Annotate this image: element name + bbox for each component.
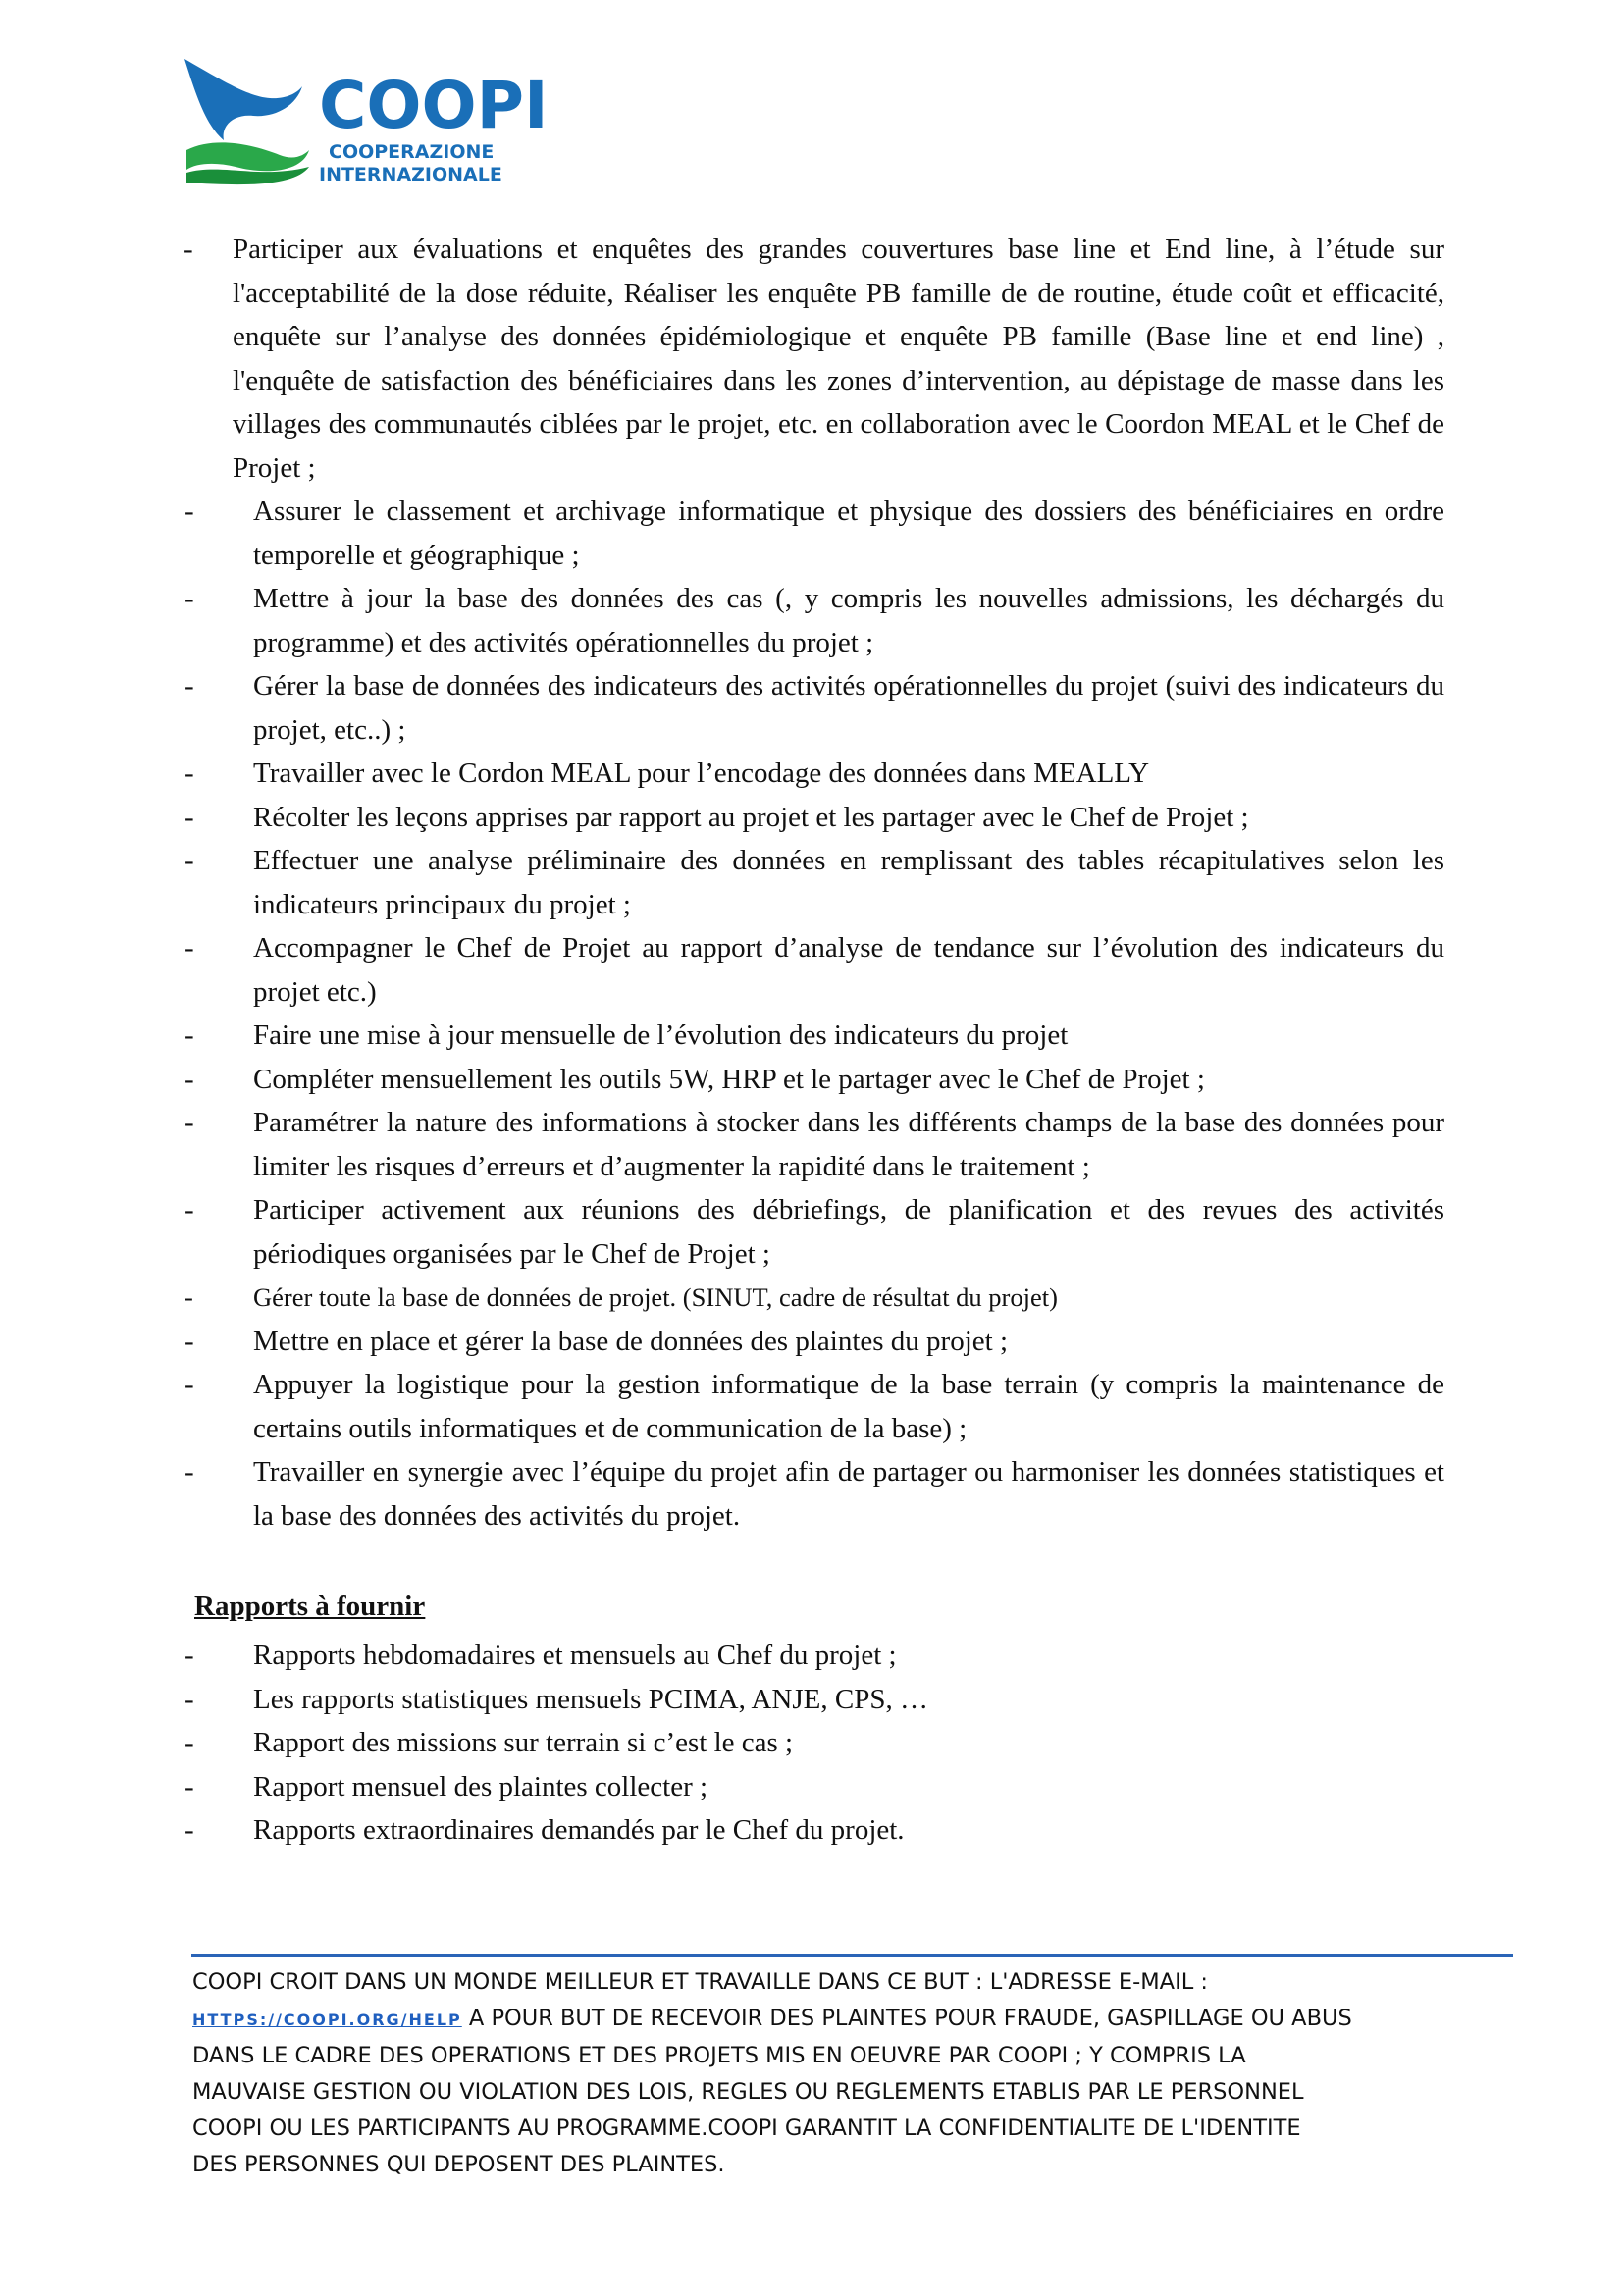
footer-notice	[192, 1964, 1448, 2183]
logo-line2: INTERNAZIONALE	[319, 164, 502, 185]
footer-line: MAUVAISE GESTION OU VIOLATION DES LOIS, REGLES OU REGLEMENTS ETABLIS PAR LE PERSONNEL	[192, 2079, 1304, 2105]
logo-bird-icon	[184, 59, 302, 140]
footer-line: DES PERSONNES QUI DEPOSENT DES PLAINTES.	[192, 2152, 725, 2177]
list-item: - Rapports hebdomadaires et mensuels au Chef du projet ;	[184, 1640, 897, 1671]
list-item: - Appuyer la logistique pour la gestion informatique de la base terrain (y compris la maintenance de certains outils informatiques et de communication de la base) ;	[184, 1369, 1444, 1444]
footer-line: HTTPS://COOPI.ORG/HELP A POUR BUT DE RECEVOIR DES PLAINTES POUR FRAUDE, GASPILLAGE OU ABUS	[192, 2006, 1352, 2031]
list-item: - Rapport des missions sur terrain si c’est le cas ;	[184, 1727, 794, 1758]
list-item: - Effectuer une analyse préliminaire des données en remplissant des tables récapitulatives selon les indicateurs principaux du projet ;	[184, 845, 1444, 920]
list-item: - Travailler avec le Cordon MEAL pour l’encodage des données dans MEALLY	[184, 757, 1150, 789]
list-item: - Récolter les leçons apprises par rapport au projet et les partager avec le Chef de Projet ;	[184, 801, 1249, 833]
document-body	[177, 228, 1444, 1852]
logo-brand: COOPI	[319, 68, 549, 143]
list-item: - Gérer toute la base de données de projet. (SINUT, cadre de résultat du projet)	[184, 1282, 1058, 1312]
rapports-list	[177, 1634, 1444, 1852]
list-item: - Mettre en place et gérer la base de données des plaintes du projet ;	[184, 1325, 1008, 1357]
list-item: - Gérer la base de données des indicateurs des activités opérationnelles du projet (suivi des indicateurs du projet, etc..) ;	[184, 670, 1444, 746]
footer-line: COOPI OU LES PARTICIPANTS AU PROGRAMME.COOPI GARANTIT LA CONFIDENTIALITE DE L'IDENTITE	[192, 2115, 1301, 2141]
list-item: - Assurer le classement et archivage informatique et physique des dossiers des bénéficiaires en ordre temporelle et géographique ;	[184, 496, 1444, 571]
footer-divider	[191, 1954, 1513, 1957]
list-item: - Faire une mise à jour mensuelle de l’évolution des indicateurs du projet	[184, 1019, 1069, 1051]
tasks-list	[177, 228, 1444, 1538]
logo-wave-icon	[186, 142, 309, 171]
list-item: - Participer activement aux réunions des débriefings, de planification et des revues des activités périodiques organisées par le Chef de Projet ;	[184, 1194, 1444, 1270]
list-item: - Les rapports statistiques mensuels PCIMA, ANJE, CPS, …	[184, 1683, 928, 1715]
coopi-logo	[177, 57, 549, 189]
help-link[interactable]: HTTPS://COOPI.ORG/HELP	[192, 2010, 462, 2029]
section-title-rapports: Rapports à fournir	[194, 1591, 426, 1622]
list-item: - Mettre à jour la base des données des cas (, y compris les nouvelles admissions, les déchargés du programme) et des activités opérationnelles du projet ;	[184, 583, 1444, 658]
list-item: - Participer aux évaluations et enquêtes des grandes couvertures base line et End line, à l’étude sur l'acceptabilité de la dose réduite, Réaliser les enquête PB famille de de routine, étude coût et efficacité, enquête sur l’analyse des données épidémiologique et enquête PB famille (Base line et end line) , l'enquête de satisfaction des bénéficiaires dans les zones d’intervention, au dépistage de masse dans les villages des communautés ciblées par le projet, etc. en collaboration avec le Coordon MEAL et le Chef de Projet ;	[183, 234, 1444, 484]
footer-line: COOPI CROIT DANS UN MONDE MEILLEUR ET TRAVAILLE DANS CE BUT : L'ADRESSE E-MAIL :	[192, 1969, 1208, 1995]
list-item: - Rapport mensuel des plaintes collecter ;	[184, 1770, 708, 1802]
logo-line1: COOPERAZIONE	[329, 141, 495, 163]
list-item: - Paramétrer la nature des informations à stocker dans les différents champs de la base des données pour limiter les risques d’erreurs et d’augmenter la rapidité dans le traitement ;	[184, 1107, 1444, 1182]
list-item: - Accompagner le Chef de Projet au rapport d’analyse de tendance sur l’évolution des indicateurs du projet etc.)	[184, 932, 1444, 1008]
list-item: - Compléter mensuellement les outils 5W, HRP et le partager avec le Chef de Projet ;	[184, 1063, 1205, 1095]
list-item: - Travailler en synergie avec l’équipe du projet afin de partager ou harmoniser les données statistiques et la base des données des activités du projet.	[184, 1456, 1444, 1532]
list-item: - Rapports extraordinaires demandés par le Chef du projet.	[184, 1814, 905, 1846]
footer-line: DANS LE CADRE DES OPERATIONS ET DES PROJETS MIS EN OEUVRE PAR COOPI ; Y COMPRIS LA	[192, 2043, 1246, 2068]
